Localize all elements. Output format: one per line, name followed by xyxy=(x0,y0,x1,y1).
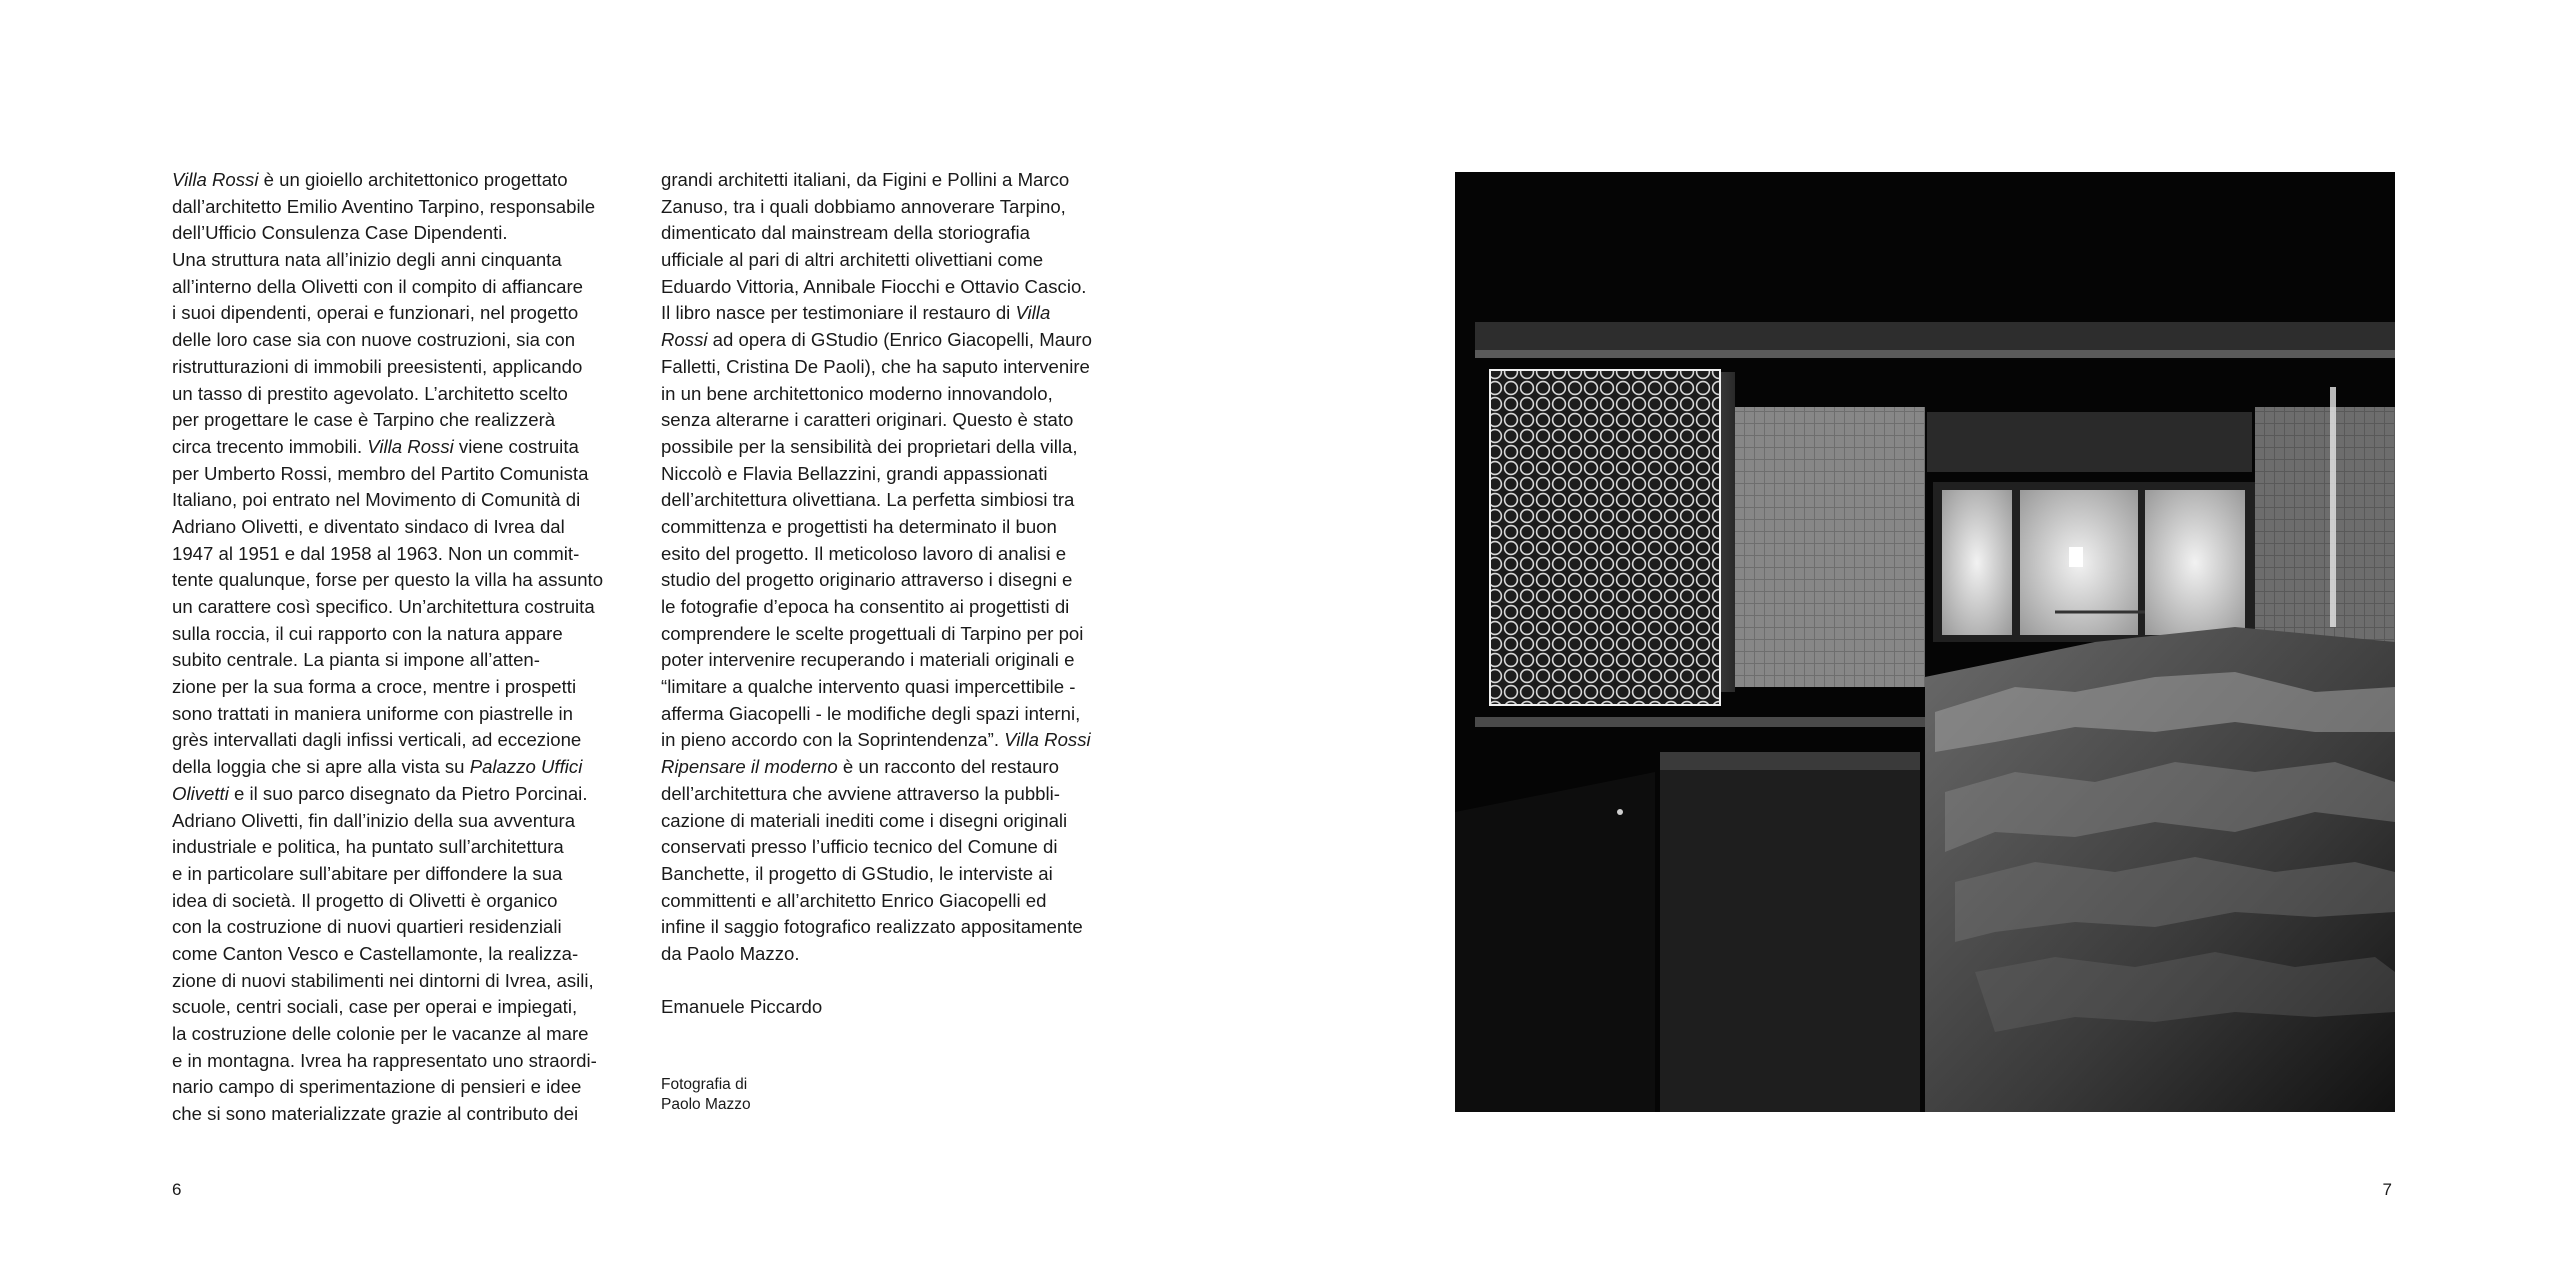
text-run: con la costruzione di nuovi quartieri residenziali xyxy=(172,916,562,938)
text-run: per Umberto Rossi, membro del Partito Comunista xyxy=(172,462,589,484)
text-line xyxy=(172,674,642,701)
text-run: ristrutturazioni di immobili preesistenti, applicando xyxy=(172,355,583,377)
text-run: Adriano Olivetti, fin dall’inizio della sua avventura xyxy=(172,809,576,831)
text-run: è un gioiello architettonico progettato xyxy=(258,169,568,190)
text-run: idea di società. Il progetto di Olivetti è organico xyxy=(172,889,558,911)
text-line xyxy=(661,194,1131,221)
text-line xyxy=(172,194,642,221)
text-line xyxy=(661,567,1131,594)
text-line xyxy=(172,167,642,194)
text-line xyxy=(661,674,1131,701)
text-line xyxy=(661,514,1131,541)
text-line xyxy=(172,407,642,434)
text-line xyxy=(172,701,642,728)
page-number-left: 6 xyxy=(172,1180,182,1199)
text-run: in un bene architettonico moderno innovandolo, xyxy=(661,382,1053,404)
text-run: infine il saggio fotografico realizzato appositamente xyxy=(661,916,1083,938)
text-run: comprendere le scelte progettuali di Tarpino per poi xyxy=(661,622,1084,644)
text-run: dall’architetto Emilio Aventino Tarpino, responsabile xyxy=(172,195,596,217)
italic-title: Villa xyxy=(1015,302,1051,324)
text-run: committenti e all’architetto Enrico Giacopelli ed xyxy=(661,889,1047,911)
italic-title: Ripensare il moderno xyxy=(661,756,838,778)
text-run: dell’architettura olivettiana. La perfetta simbiosi tra xyxy=(661,489,1075,511)
text-line xyxy=(172,220,642,247)
text-run: zione di nuovi stabilimenti nei dintorni di Ivrea, asili, xyxy=(172,969,594,991)
text-run: Zanuso, tra i quali dobbiamo annoverare Tarpino, xyxy=(661,195,1066,217)
text-run: nario campo di sperimentazione di pensieri e idee xyxy=(172,1076,582,1098)
text-run: scuole, centri sociali, case per operai e impiegati, xyxy=(172,996,578,1018)
text-line xyxy=(172,834,642,861)
text-line xyxy=(172,434,642,461)
text-run: Italiano, poi entrato nel Movimento di Comunità di xyxy=(172,489,581,511)
text-line xyxy=(661,220,1131,247)
text-run: dell’architettura che avviene attraverso la pubbli- xyxy=(661,782,1060,804)
italic-title: Villa Rossi xyxy=(172,169,259,190)
text-line xyxy=(172,1074,642,1101)
text-run: “limitare a qualche intervento quasi impercettibile - xyxy=(661,676,1076,698)
text-run: in pieno accordo con la Soprintendenza”. xyxy=(661,729,1005,751)
text-run: all’interno della Olivetti con il compito di affiancare xyxy=(172,275,583,297)
text-run: e il suo parco disegnato da Pietro Porcinai. xyxy=(228,782,588,804)
text-run: delle loro case sia con nuove costruzioni, sia con xyxy=(172,329,576,351)
text-run: la costruzione delle colonie per le vacanze al mare xyxy=(172,1023,589,1044)
text-run: Falletti, Cristina De Paoli), che ha saputo intervenire xyxy=(661,355,1090,377)
text-run: zione per la sua forma a croce, mentre i prospetti xyxy=(172,676,577,698)
text-line xyxy=(172,808,642,835)
text-run: poter intervenire recuperando i materiali originali e xyxy=(661,649,1075,671)
text-line xyxy=(172,914,642,941)
text-run: industriale e politica, ha puntato sull’architettura xyxy=(172,836,564,858)
text-line xyxy=(661,941,1131,968)
text-line xyxy=(172,941,642,968)
text-run: afferma Giacopelli - le modifiche degli spazi interni, xyxy=(661,702,1081,724)
essay-column-left xyxy=(172,167,642,1128)
text-run: Banchette, il progetto di GStudio, le interviste ai xyxy=(661,862,1053,884)
text-line xyxy=(661,647,1131,674)
text-line xyxy=(172,1048,642,1075)
text-line xyxy=(172,727,642,754)
text-line xyxy=(172,381,642,408)
text-line xyxy=(661,487,1131,514)
text-run: grandi architetti italiani, da Figini e Pollini a Marco xyxy=(661,169,1070,190)
text-run: esito del progetto. Il meticoloso lavoro di analisi e xyxy=(661,542,1067,564)
text-line xyxy=(172,567,642,594)
photo-credit-author: Paolo Mazzo xyxy=(661,1096,751,1113)
text-line xyxy=(172,888,642,915)
text-run: dimenticato dal mainstream della storiografia xyxy=(661,222,1030,244)
text-line xyxy=(172,968,642,995)
text-line xyxy=(172,461,642,488)
text-run: 1947 al 1951 e dal 1958 al 1963. Non un commit- xyxy=(172,542,580,564)
text-run: per progettare le case è Tarpino che realizzerà xyxy=(172,409,556,431)
italic-title: Rossi xyxy=(661,329,708,351)
text-line xyxy=(172,327,642,354)
text-line xyxy=(661,167,1131,194)
text-run: tente qualunque, forse per questo la villa ha assunto xyxy=(172,569,604,591)
text-line xyxy=(661,727,1131,754)
photo-credit-label: Fotografia di xyxy=(661,1076,748,1093)
text-run: conservati presso l’ufficio tecnico del Comune di xyxy=(661,836,1058,858)
text-line xyxy=(172,487,642,514)
text-run: ufficiale al pari di altri architetti olivettiani come xyxy=(661,249,1044,271)
text-line xyxy=(661,701,1131,728)
text-run: sulla roccia, il cui rapporto con la natura appare xyxy=(172,622,563,644)
text-line xyxy=(661,968,1131,995)
text-line xyxy=(172,621,642,648)
text-run: subito centrale. La pianta si impone all’atten- xyxy=(172,649,540,671)
text-line xyxy=(172,594,642,621)
text-line xyxy=(172,861,642,888)
text-line xyxy=(661,327,1131,354)
essay-column-right xyxy=(661,167,1131,1021)
text-run: Eduardo Vittoria, Annibale Fiocchi e Ottavio Cascio. xyxy=(661,275,1087,297)
text-run: della loggia che si apre alla vista su xyxy=(172,756,470,778)
text-run: un carattere così specifico. Un’architettura costruita xyxy=(172,596,595,617)
text-run: cazione di materiali inediti come i disegni originali xyxy=(661,809,1068,831)
text-run: un tasso di prestito agevolato. L’architetto scelto xyxy=(172,382,568,404)
text-run: committenza e progettisti ha determinato il buon xyxy=(661,515,1057,537)
text-run: Emanuele Piccardo xyxy=(661,996,823,1018)
text-run: Niccolò e Flavia Bellazzini, grandi appassionati xyxy=(661,462,1048,484)
text-run: Una struttura nata all’inizio degli anni cinquanta xyxy=(172,249,562,271)
text-line xyxy=(172,1101,642,1128)
text-line xyxy=(661,407,1131,434)
text-run: e in particolare sull’abitare per diffondere la sua xyxy=(172,862,563,884)
text-run: viene costruita xyxy=(453,435,579,457)
italic-title: Villa Rossi xyxy=(1004,729,1091,751)
text-run: che si sono materializzate grazie al contributo dei xyxy=(172,1103,579,1125)
text-line xyxy=(172,994,642,1021)
text-run: possibile per la sensibilità dei proprietari della villa, xyxy=(661,435,1078,457)
text-line xyxy=(661,914,1131,941)
text-line xyxy=(172,541,642,568)
text-run: Adriano Olivetti, e diventato sindaco di Ivrea dal xyxy=(172,515,565,537)
text-line xyxy=(661,541,1131,568)
text-run: Il libro nasce per testimoniare il restauro di xyxy=(661,302,1016,324)
text-line xyxy=(661,781,1131,808)
text-run: ad opera di GStudio (Enrico Giacopelli, Mauro xyxy=(707,329,1092,351)
text-line xyxy=(661,274,1131,301)
text-run: le fotografie d’epoca ha consentito ai progettisti di xyxy=(661,596,1070,617)
text-run: grès intervallati dagli infissi verticali, ad eccezione xyxy=(172,729,582,751)
italic-title: Villa Rossi xyxy=(367,435,454,457)
text-run: i suoi dipendenti, operai e funzionari, nel progetto xyxy=(172,302,579,324)
text-run: è un racconto del restauro xyxy=(837,756,1059,778)
text-line xyxy=(172,781,642,808)
text-line xyxy=(661,994,1131,1021)
text-line xyxy=(661,621,1131,648)
text-line xyxy=(172,354,642,381)
text-run: studio del progetto originario attraverso i disegni e xyxy=(661,569,1073,591)
text-run: come Canton Vesco e Castellamonte, la realizza- xyxy=(172,942,579,964)
text-line xyxy=(661,754,1131,781)
text-line xyxy=(661,834,1131,861)
text-run: sono trattati in maniera uniforme con piastrelle in xyxy=(172,702,574,724)
text-line xyxy=(661,594,1131,621)
text-run: senza alterarne i caratteri originari. Questo è stato xyxy=(661,409,1074,431)
italic-title: Palazzo Uffici xyxy=(469,756,583,778)
photo-credit xyxy=(661,1075,751,1115)
text-line xyxy=(661,434,1131,461)
text-run: circa trecento immobili. xyxy=(172,435,368,457)
text-run: e in montagna. Ivrea ha rappresentato uno straordi- xyxy=(172,1049,597,1071)
text-line xyxy=(661,461,1131,488)
text-run: dell’Ufficio Consulenza Case Dipendenti. xyxy=(172,222,508,244)
text-line xyxy=(661,381,1131,408)
text-run: da Paolo Mazzo. xyxy=(661,942,800,964)
text-line xyxy=(172,247,642,274)
text-line xyxy=(661,861,1131,888)
text-line xyxy=(661,354,1131,381)
text-line xyxy=(172,754,642,781)
text-line xyxy=(172,647,642,674)
text-line xyxy=(661,888,1131,915)
text-line xyxy=(661,808,1131,835)
italic-title: Olivetti xyxy=(172,782,229,804)
text-line xyxy=(172,274,642,301)
text-line xyxy=(172,300,642,327)
page-number-right: 7 xyxy=(2382,1180,2392,1199)
text-line xyxy=(661,247,1131,274)
text-line xyxy=(172,1021,642,1048)
text-line xyxy=(661,300,1131,327)
text-line xyxy=(172,514,642,541)
villa-rossi-night-photo xyxy=(1455,172,2395,1112)
